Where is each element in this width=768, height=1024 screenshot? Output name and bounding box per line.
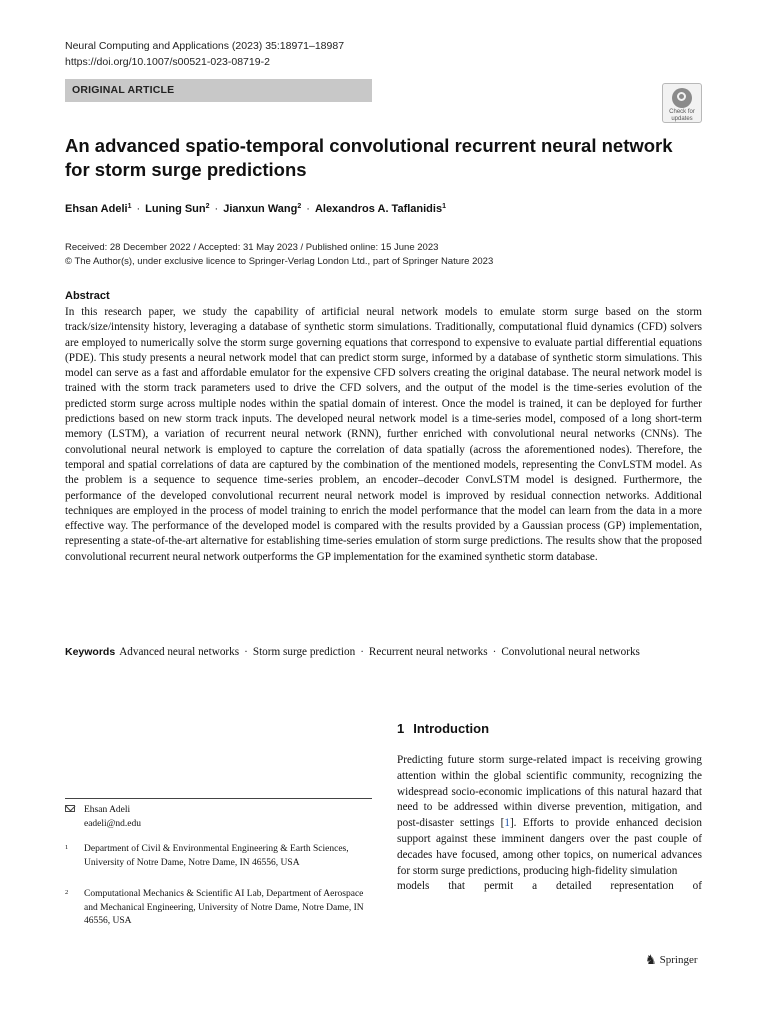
citation-link[interactable]: 1 — [504, 817, 510, 830]
publisher-logo — [645, 952, 698, 968]
section-heading-introduction — [397, 721, 489, 736]
crossmark-icon — [672, 88, 692, 108]
affiliation-text: Computational Mechanics & Scientific AI Lab, Department of Aerospace and Mechanical Engineering, University of Notre Dame, Notre Dame, IN 46556, USA — [84, 889, 364, 927]
keyword-separator: · — [360, 646, 364, 658]
keyword-separator: · — [492, 646, 497, 658]
introduction-last-line: models that permit a detailed representation of — [397, 880, 702, 893]
publisher-name: Springer — [659, 954, 698, 966]
title-line-2: for storm surge predictions — [65, 159, 307, 180]
author-separator: · — [214, 203, 219, 215]
article-title — [65, 134, 685, 182]
section-number: 1 — [397, 721, 405, 736]
copyright-notice: © The Author(s), under exclusive licence to Springer-Verlag London Ltd., part of Springer Nature 2023 — [65, 256, 494, 267]
affiliation-number: 1 — [65, 844, 69, 851]
keywords-heading: Keywords — [65, 646, 116, 658]
keyword: Storm surge prediction — [252, 646, 356, 658]
keyword: Recurrent neural networks — [368, 646, 488, 658]
introduction-paragraph: Predicting future storm surge-related impact is receiving growing attention within the global scientific community, recognizing the widespread socio-economic implications of this natural hazard that need to be addressed within diverse prevention, mitigation, and post-disaster settings [1]. Efforts to provide enhanced decision support against these imminent dangers over the past couple of decades have focused, among other topics, on numerical advances for storm surge predictions, producing high-fidelity simulation — [397, 754, 702, 877]
affiliation-2 — [65, 888, 365, 929]
journal-citation: Neural Computing and Applications (2023) 35:18971–18987 — [65, 40, 345, 52]
affiliation-text: Department of Civil & Environmental Engineering & Earth Sciences, University of Notre Dame, Notre Dame, IN 46556, USA — [84, 844, 349, 868]
doi-link[interactable]: https://doi.org/10.1007/s00521-023-08719-2 — [65, 56, 270, 68]
author-name[interactable]: Jianxun Wang — [223, 203, 298, 215]
corresponding-author-email[interactable]: eadeli@nd.edu — [84, 819, 142, 829]
abstract-text: In this research paper, we study the capability of artificial neural network models to emulate storm surge based on the storm track/size/intensity history, leveraging a database of synthetic storm simulations. Traditionally, computational fluid dynamics (CFD) solvers are employed to numerically solve the storm surge governing equations that correspond to expensive to evaluate partial differential equations (PDE). This study presents a neural network model that can predict storm surge, informed by a database of synthetic storm simulations. This model can serve as a fast and affordable emulator for the expensive CFD solvers creating the original database. The neural network model is trained with the storm track parameters used to drive the CFD solvers, and the output of the model is the time-series evolution of the predicted storm surge across multiple nodes within the spatial domain of interest. Once the model is trained, it can be deployed for further predictions based on new storm track inputs. The developed neural network model is a time-series model, composed of a long short-term memory (LSTM), a variation of recurrent neural network (RNN), further enriched with convolutional neural networks (CNNs). The convolutional neural network is employed to capture the correlation of data spatially (across the aforementioned nodes). Therefore, the temporal and spatial correlations of data are captured by the combination of the mentioned models, representing the ConvLSTM model. As the problem is a sequence to sequence time-series problem, an encoder–decoder ConvLSTM model is designed. Furthermore, the performance of the developed convolutional recurrent neural network model is improved by residual connection networks. Additional techniques are employed in the process of model training to enrich the model performance that the model can learn from the data in a more effective way. The performance of the developed model is compared with the results provided by a Gaussian process (GP) implementation, representing a state-of-the-art alternative for establishing time-series emulation of storm surge predictions. The results show that the proposed convolutional recurrent neural network outperforms the GP implementation for the examined synthetic storm database. — [65, 306, 702, 563]
section-title: Introduction — [413, 721, 490, 736]
author-separator: · — [136, 203, 141, 215]
keyword: Convolutional neural networks — [501, 646, 640, 658]
author-separator: · — [306, 203, 310, 215]
author-name[interactable]: Ehsan Adeli — [65, 203, 128, 215]
publication-dates — [65, 241, 493, 269]
title-line-1: An advanced spatio-temporal convolutional recurrent neural network — [65, 135, 673, 156]
check-for-updates-button[interactable] — [662, 83, 702, 123]
received-accepted-published: Received: 28 December 2022 / Accepted: 31 May 2023 / Published online: 15 June 2023 — [65, 242, 439, 253]
envelope-icon — [65, 805, 75, 812]
author-list — [65, 203, 446, 215]
author-name[interactable]: Luning Sun — [145, 203, 206, 215]
abstract-heading: Abstract — [65, 290, 110, 302]
corresponding-author — [65, 803, 141, 831]
author-affiliation-mark: 1 — [127, 203, 132, 210]
footnote-rule — [65, 798, 372, 799]
keyword-separator: · — [244, 646, 248, 658]
author-affiliation-mark: 2 — [205, 203, 210, 210]
article-type-banner: ORIGINAL ARTICLE — [65, 79, 372, 102]
corresponding-author-name: Ehsan Adeli — [84, 805, 131, 815]
author-affiliation-mark: 1 — [442, 203, 446, 210]
introduction-text — [397, 753, 702, 895]
keyword: Advanced neural networks — [119, 646, 240, 658]
author-affiliation-mark: 2 — [297, 203, 302, 210]
author-name[interactable]: Alexandros A. Taflanidis — [314, 203, 443, 215]
springer-horse-icon: ♞ — [645, 952, 657, 967]
keywords-section — [65, 645, 702, 661]
affiliation-1 — [65, 843, 365, 870]
affiliation-number: 2 — [65, 889, 69, 896]
check-for-updates-label: Check for updates — [669, 109, 695, 122]
